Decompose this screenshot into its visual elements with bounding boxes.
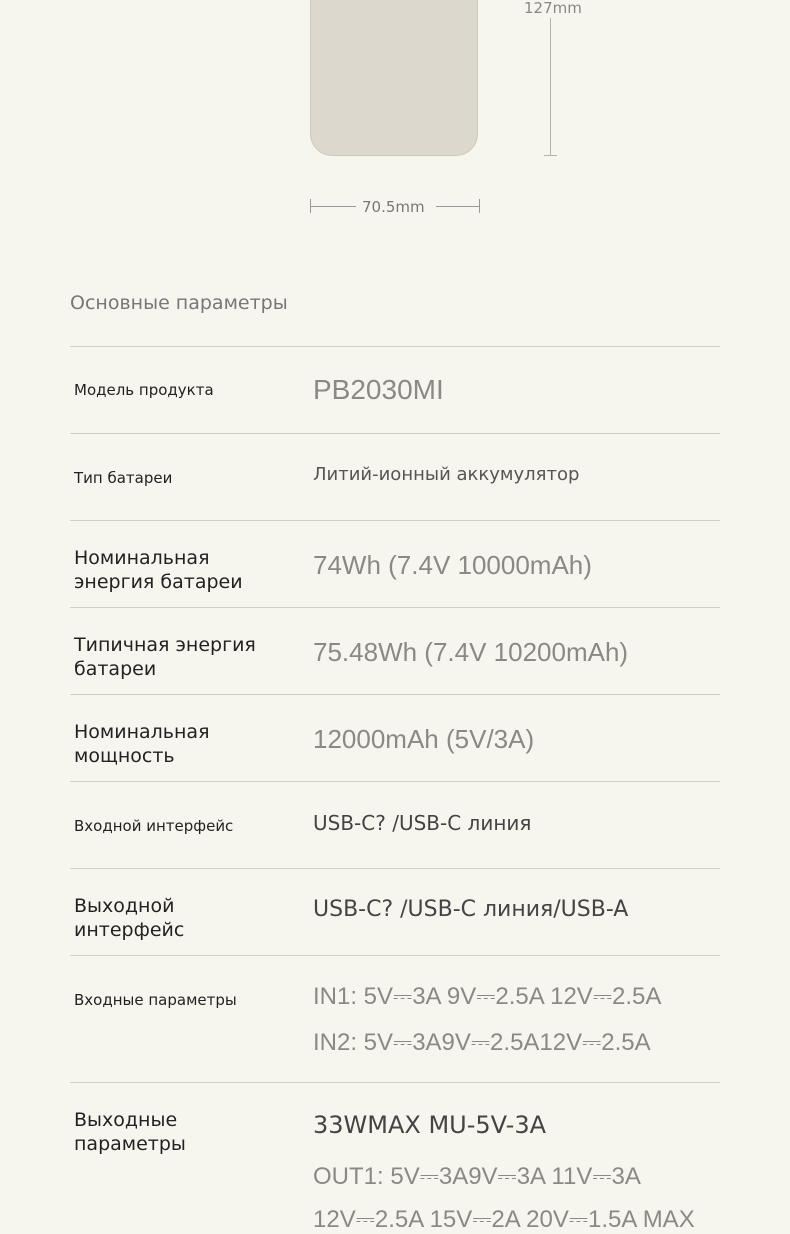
- height-dimension-cap: [544, 155, 557, 156]
- spec-label-battery-type: Тип батареи: [74, 469, 173, 487]
- divider: [70, 868, 720, 869]
- spec-label-typical-energy: Типичная энергия батареи: [74, 634, 256, 680]
- spec-label-rated-capacity: Номинальная мощность: [74, 721, 210, 767]
- spec-value-typical-energy: 75.48Wh (7.4V 10200mAh): [313, 637, 629, 667]
- width-dimension-label: 70.5mm: [362, 198, 425, 216]
- divider: [70, 694, 720, 695]
- power-bank-illustration: [310, 0, 478, 156]
- divider: [70, 346, 720, 347]
- divider: [70, 520, 720, 521]
- spec-value-rated-capacity: 12000mAh (5V/3A): [313, 724, 535, 754]
- spec-label-input-interface: Входной интерфейс: [74, 817, 234, 835]
- spec-value-output-params-out1: OUT1: 5V⎓3A9V⎓3A 11V⎓3A: [313, 1163, 641, 1190]
- divider: [70, 1082, 720, 1083]
- spec-label-output-params: Выходные параметры: [74, 1109, 186, 1155]
- divider: [70, 955, 720, 956]
- height-dimension-line: [550, 18, 551, 156]
- spec-value-input-interface: USB-C? /USB-C линия: [313, 811, 532, 835]
- spec-value-battery-type: Литий-ионный аккумулятор: [313, 464, 580, 485]
- spec-value-output-interface: USB-C? /USB-C линия/USB-A: [313, 897, 629, 922]
- spec-label-rated-energy: Номинальная энергия батареи: [74, 547, 243, 593]
- spec-value-rated-energy: 74Wh (7.4V 10000mAh): [313, 550, 592, 580]
- spec-label-output-interface: Выходной интерфейс: [74, 895, 185, 941]
- spec-value-input-params-in2: IN2: 5V⎓3A9V⎓2.5A12V⎓2.5A: [313, 1029, 651, 1056]
- spec-label-input-params: Входные параметры: [74, 991, 237, 1009]
- spec-value-input-params-in1: IN1: 5V⎓3A 9V⎓2.5A 12V⎓2.5A: [313, 983, 662, 1010]
- spec-value-model: PB2030MI: [313, 374, 444, 405]
- spec-value-output-params-max: 33WMAX MU-5V-3A: [313, 1111, 547, 1139]
- divider: [70, 607, 720, 608]
- spec-label-model: Модель продукта: [74, 381, 214, 399]
- divider: [70, 433, 720, 434]
- height-dimension-label: 127mm: [524, 0, 582, 17]
- divider: [70, 781, 720, 782]
- section-title: Основные параметры: [70, 292, 288, 314]
- spec-value-output-params-line2: 12V⎓2.5A 15V⎓2A 20V⎓1.5A MAX: [313, 1206, 695, 1233]
